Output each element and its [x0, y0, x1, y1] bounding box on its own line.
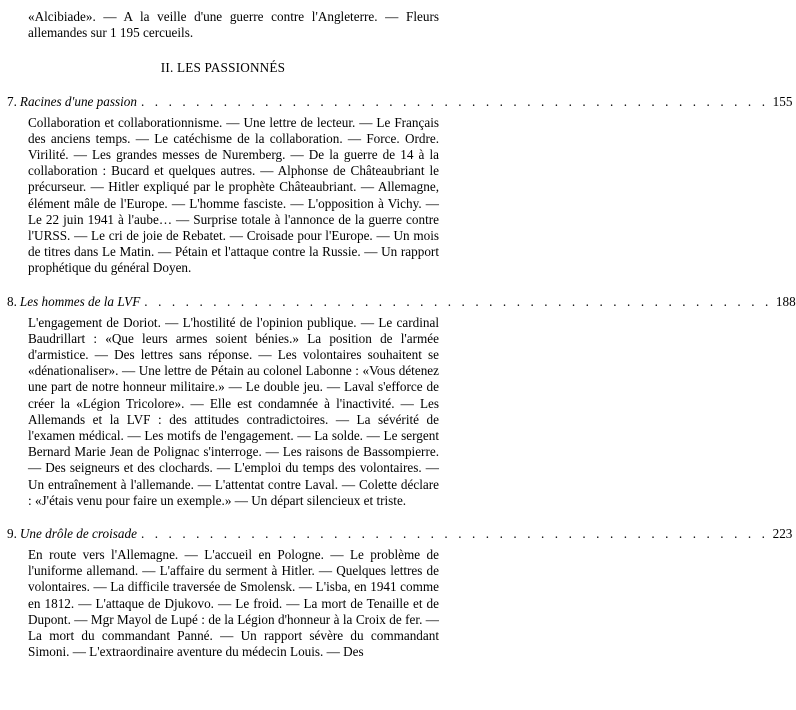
chapter-title: Racines d'une passion — [19, 93, 137, 109]
chapter-9 — [7, 526, 793, 660]
dot-leader: . . . . . . . . . . . . . . . . . . . . . . . . . . . . . . . . . . . . . . . . . . . . . . — [144, 293, 772, 309]
toc-entry-chapter-8[interactable] — [7, 293, 796, 310]
dot-leader: . . . . . . . . . . . . . . . . . . . . . . . . . . . . . . . . . . . . . . . . . . . . . . — [140, 526, 769, 542]
toc-entry-chapter-7[interactable] — [7, 93, 793, 110]
toc-page — [7, 3, 796, 661]
chapter-number: 9. — [7, 526, 17, 542]
chapter-8 — [7, 293, 796, 509]
chapter-number: 7. — [7, 93, 17, 109]
chapter-page-number: 188 — [775, 293, 796, 309]
toc-entry-chapter-9[interactable] — [7, 526, 793, 542]
chapter-page-number: 223 — [772, 526, 793, 542]
chapter-summary: En route vers l'Allemagne. — L'accueil en Pologne. — Le problème de l'uniforme allemand. — L'affaire du serment à Hitler. — Quelques lettres de volontaires. — La difficile traversée de Smolensk. — L'isba, en 1941 comme en 1812. — L'attaque de Djukovo. — Le froid. — La mort de Tenaille et de Dupont. — Mgr Mayol de Lupé : de la Légion d'honneur à la Croix de fer. — La mort du commandant Panné. — Un rapport sévère du commandant Simoni. — L'extraordinaire aventure du médecin Louis. — Des — [28, 547, 439, 660]
chapter-title: Les hommes de la LVF — [19, 293, 141, 309]
chapter-title: Une drôle de croisade — [19, 526, 137, 542]
dot-leader: . . . . . . . . . . . . . . . . . . . . . . . . . . . . . . . . . . . . . . . . . . . . . . — [141, 93, 769, 109]
part-heading: II. LES PASSIONNÉS — [160, 60, 286, 76]
chapter-number: 8. — [7, 293, 17, 309]
chapter-7 — [7, 93, 793, 277]
previous-chapter-summary-tail: «Alcibiade». — A la veille d'une guerre contre l'Angleterre. — Fleurs allemandes sur 1 195 cercueils. — [28, 9, 439, 41]
chapter-page-number: 155 — [772, 93, 793, 109]
chapter-summary: Collaboration et collaborationnisme. — Une lettre de lecteur. — Le Français des anciens temps. — Le catéchisme de la collaboration. — Force. Ordre. Virilité. — Les grandes messes de Nuremberg. — De la guerre de 14 à la collaboration : Bucard et quelques autres. — Alphonse de Châteaubriant le précurseur. — Hitler expliqué par le prophète Châteaubriant. — Allemagne, élément mâle de l'Europe. — L'homme fasciste. — L'opposition à Vichy. — Le 22 juin 1941 à l'aube… — Surprise totale à l'annonce de la guerre contre l'URSS. — Le cri de joie de Rebatet. — Croisade pour l'Europe. — Un mois de titres dans Le Matin. — Pétain et l'attaque contre la Russie. — Un rapport prophétique du général Doyen. — [28, 114, 439, 276]
chapter-summary: L'engagement de Doriot. — L'hostilité de l'opinion publique. — Le cardinal Baudrillart : «Que leurs armes soient bénies.» La position de l'armée d'armistice. — Des lettres sans réponse. — Les volontaires souhaitent se «dénationaliser». — Une lettre de Pétain au colonel Labonne : «Vous détenez une part de notre honneur militaire.» — Le double jeu. — Laval s'efforce de créer la «Légion Tricolore». — Elle est condamnée à l'inactivité. — Les Allemands et la LVF : des attitudes contradictoires. — La sévérité de l'examen médical. — Les motifs de l'engagement. — La solde. — Le sergent Bernard Marie Jean de Polignac s'interroge. — Les raisons de Bassompierre. — Des seigneurs et des clochards. — L'emploi du temps des volontaires. — Un entraînement à l'allemande. — L'attentat contre Laval. — Colette déclare : «J'étais venu pour faire un exemple.» — Un départ silencieux et triste. — [28, 314, 439, 508]
